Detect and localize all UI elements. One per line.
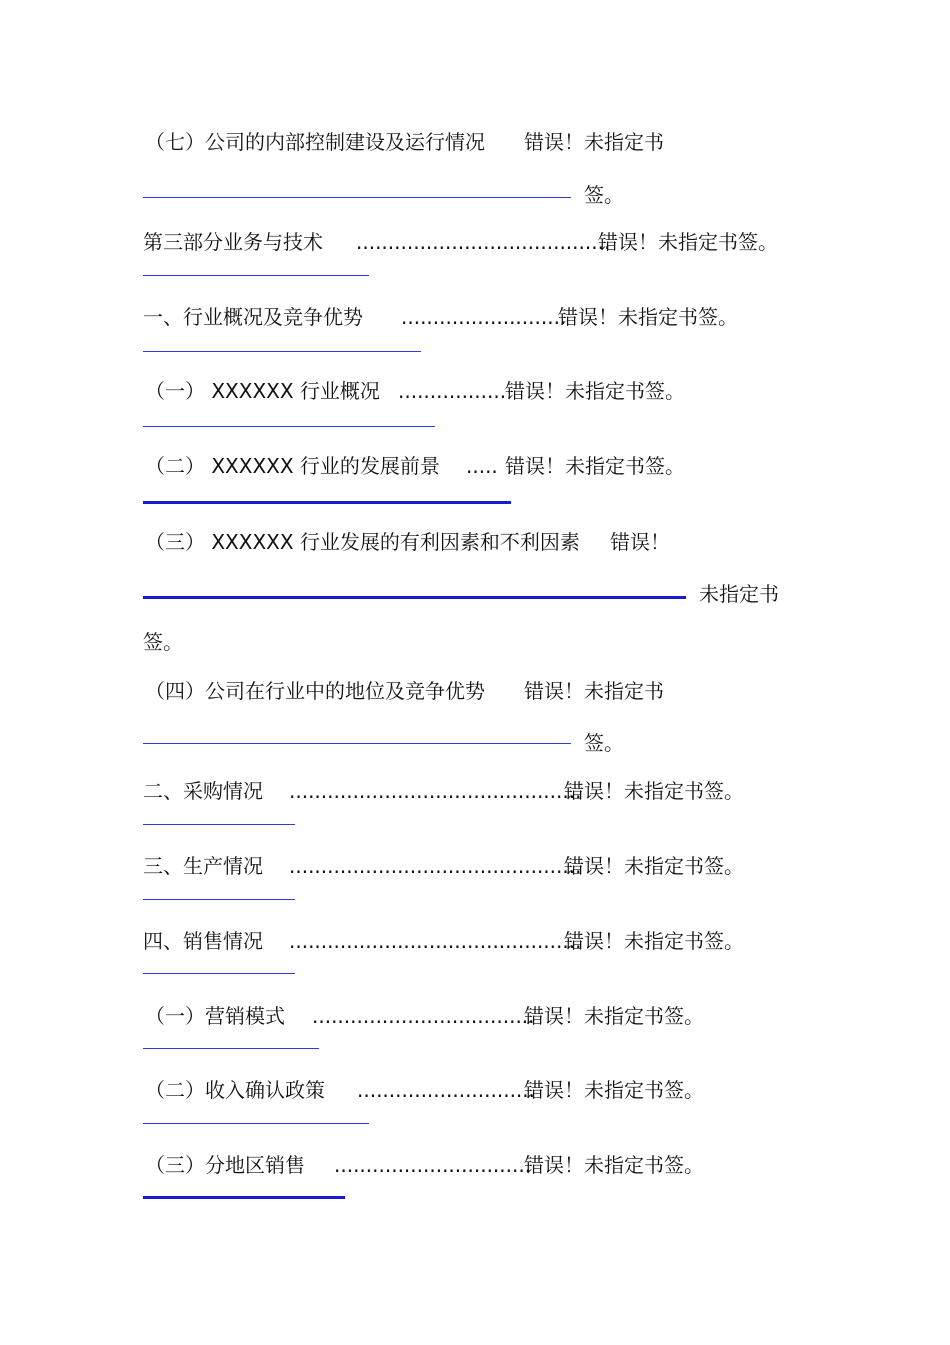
toc-entry-regional-sales-ref: 错误！未指定书签。 [524, 1153, 704, 1177]
toc-entry-revenue-recognition-ref: 错误！未指定书签。 [524, 1078, 704, 1102]
link-underline [143, 973, 295, 974]
toc-entry-part3-ref: 错误！未指定书签。 [598, 230, 778, 254]
toc-entry-xxxxxx-overview-ref: 错误！未指定书签。 [505, 379, 685, 403]
toc-entry-marketing-model-ref: 错误！未指定书签。 [524, 1004, 704, 1028]
link-underline [143, 824, 295, 825]
link-underline [143, 1196, 345, 1199]
link-underline [143, 743, 571, 744]
toc-dot-leader: .......................... [401, 305, 567, 329]
toc-entry-xxxxxx-factors-ref-cont: 未指定书 [699, 582, 779, 606]
toc-dot-leader: .............................................. [289, 779, 582, 803]
link-underline [143, 501, 511, 504]
toc-entry-xxxxxx-overview-title[interactable]: （一） XXXXXX 行业概况 [145, 379, 380, 403]
toc-dot-leader: .............................................. [289, 929, 582, 953]
toc-entry-industry-overview-ref: 错误！未指定书签。 [558, 305, 738, 329]
toc-entry-procurement-title[interactable]: 二、采购情况 [143, 779, 263, 803]
link-underline [143, 1123, 369, 1124]
toc-dot-leader: ........................................ [356, 230, 611, 254]
link-underline [143, 596, 686, 599]
toc-entry-industry-overview-title[interactable]: 一、行业概况及竞争优势 [143, 305, 363, 329]
toc-entry-sales-title[interactable]: 四、销售情况 [143, 929, 263, 953]
toc-entry-regional-sales-title[interactable]: （三）分地区销售 [145, 1153, 305, 1177]
toc-entry-marketing-model-title[interactable]: （一）营销模式 [145, 1004, 285, 1028]
toc-entry-sales-ref: 错误！未指定书签。 [564, 929, 744, 953]
toc-dot-leader: ............................... [334, 1153, 532, 1177]
toc-entry-internal-control-ref-cont: 签。 [584, 183, 624, 207]
toc-entry-procurement-ref: 错误！未指定书签。 [564, 779, 744, 803]
toc-entry-market-position-ref-cont: 签。 [584, 731, 624, 755]
toc-entry-revenue-recognition-title[interactable]: （二）收入确认政策 [145, 1078, 325, 1102]
link-underline [143, 275, 369, 276]
toc-entry-internal-control-title[interactable]: （七）公司的内部控制建设及运行情况 [145, 130, 485, 154]
toc-dot-leader: .............................................. [289, 854, 582, 878]
link-underline [143, 197, 571, 198]
link-underline [143, 351, 421, 352]
toc-entry-internal-control-ref: 错误！未指定书 [524, 130, 664, 154]
toc-entry-xxxxxx-factors-ref-end: 签。 [143, 630, 183, 654]
toc-entry-part3-title[interactable]: 第三部分业务与技术 [143, 230, 323, 254]
toc-entry-xxxxxx-factors-title[interactable]: （三） XXXXXX 行业发展的有利因素和不利因素 [145, 530, 580, 554]
link-underline [143, 426, 435, 427]
toc-entry-production-title[interactable]: 三、生产情况 [143, 854, 263, 878]
toc-entry-market-position-ref: 错误！未指定书 [524, 679, 664, 703]
toc-dot-leader: ............................ [357, 1078, 536, 1102]
toc-dot-leader: ..... [466, 454, 498, 478]
toc-dot-leader: ................. [398, 379, 507, 403]
toc-entry-xxxxxx-prospects-ref: 错误！未指定书签。 [505, 454, 685, 478]
link-underline [143, 899, 295, 900]
toc-entry-production-ref: 错误！未指定书签。 [564, 854, 744, 878]
toc-entry-market-position-title[interactable]: （四）公司在行业中的地位及竞争优势 [145, 679, 485, 703]
toc-dot-leader: ................................... [312, 1004, 535, 1028]
link-underline [143, 1048, 319, 1049]
toc-entry-xxxxxx-prospects-title[interactable]: （二） XXXXXX 行业的发展前景 [145, 454, 440, 478]
toc-entry-xxxxxx-factors-ref: 错误！ [610, 530, 670, 554]
